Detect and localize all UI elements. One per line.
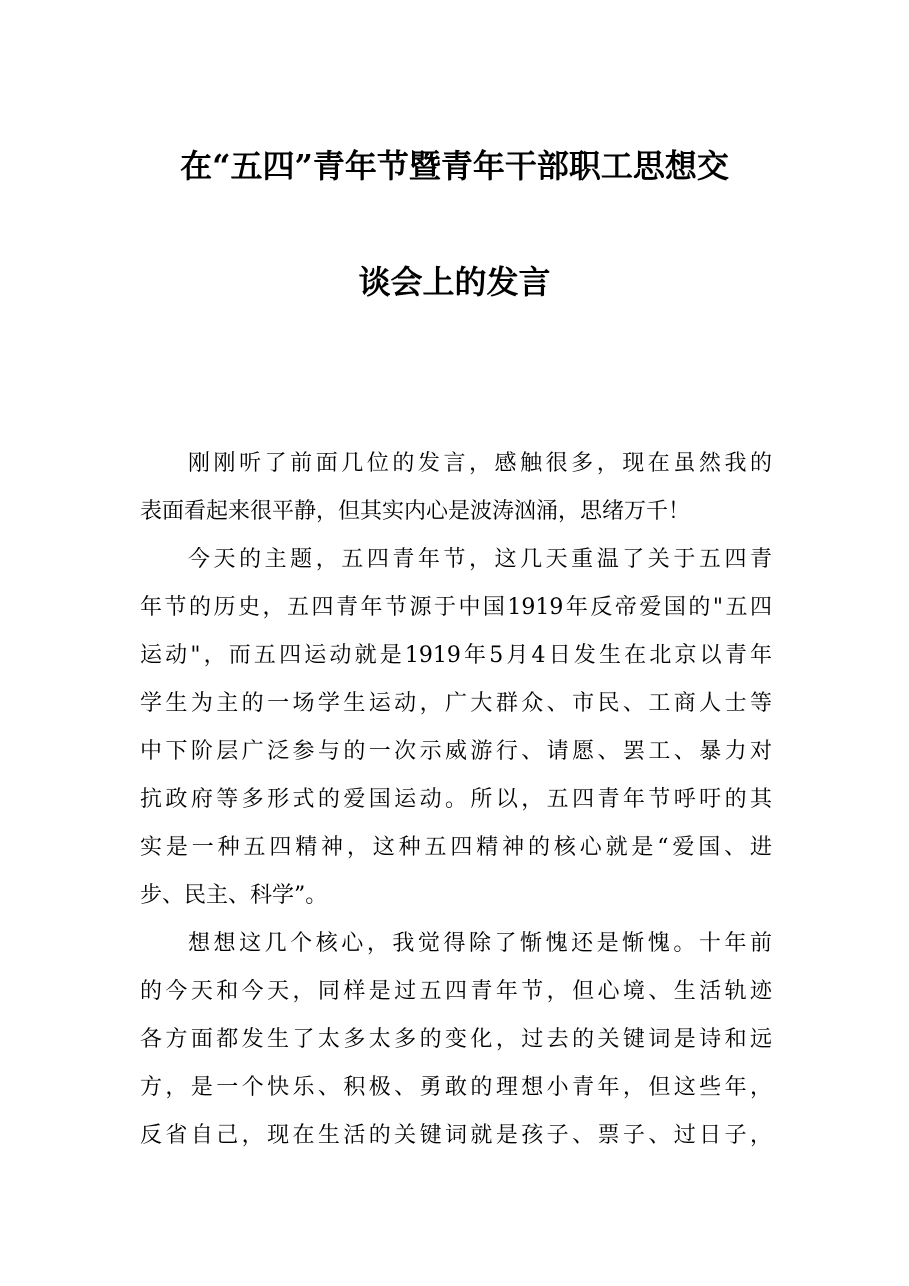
paragraph-2-line-7: 实是一种五四精神，这种五四精神的核心就是“爱国、进 xyxy=(140,835,772,860)
paragraph-3-line-1: 想想这几个核心，我觉得除了惭愧还是惭愧。十年前 xyxy=(188,931,772,956)
paragraph-2-line-2: 年节的历史，五四青年节源于中国1919年反帝爱国的"五四 xyxy=(140,595,772,620)
paragraph-2-line-1: 今天的主题，五四青年节，这几天重温了关于五四青 xyxy=(188,547,772,572)
paragraph-2-line-5: 中下阶层广泛参与的一次示威游行、请愿、罢工、暴力对 xyxy=(140,739,772,764)
paragraph-2-line-8: 步、民主、科学”。 xyxy=(140,883,328,908)
paragraph-3-line-4: 方，是一个快乐、积极、勇敢的理想小青年，但这些年， xyxy=(140,1075,772,1100)
paragraph-2-line-4: 学生为主的一场学生运动，广大群众、市民、工商人士等 xyxy=(140,691,772,716)
document-title-line-1: 在“五四”青年节暨青年干部职工思想交 xyxy=(180,147,729,185)
paragraph-2-line-3: 运动"，而五四运动就是1919年5月4日发生在北京以青年 xyxy=(140,643,772,668)
document-body xyxy=(140,440,772,1160)
paragraph-3-line-2: 的今天和今天，同样是过五四青年节，但心境、生活轨迹 xyxy=(140,979,772,1004)
paragraph-1-line-2: 表面看起来很平静，但其实内心是波涛汹涌，思绪万千！ xyxy=(140,499,691,524)
paragraph-1-line-1: 刚刚听了前面几位的发言，感触很多，现在虽然我的 xyxy=(188,451,772,476)
document-title-line-2: 谈会上的发言 xyxy=(358,263,551,301)
paragraph-3-line-3: 各方面都发生了太多太多的变化，过去的关键词是诗和远 xyxy=(140,1027,772,1052)
paragraph-2-line-6: 抗政府等多形式的爱国运动。所以，五四青年节呼吁的其 xyxy=(140,787,772,812)
paragraph-3-line-5: 反省自己，现在生活的关键词就是孩子、票子、过日子， xyxy=(140,1123,772,1148)
